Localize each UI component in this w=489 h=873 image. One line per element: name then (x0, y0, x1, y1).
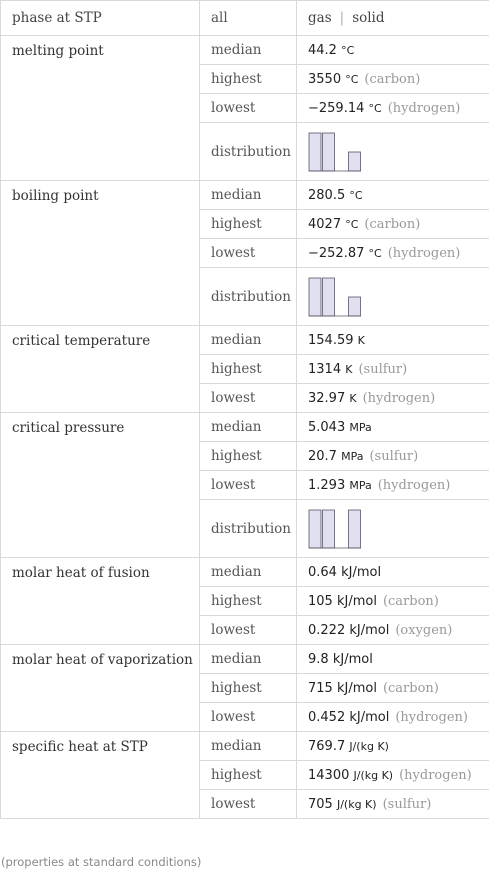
melting-point-label: melting point (1, 36, 200, 181)
histogram-bar (309, 510, 321, 548)
molar-heat-vaporization-label: molar heat of vaporization (1, 645, 200, 732)
fusion-highest-value: 105 kJ/mol (carbon) (297, 587, 489, 616)
stat-label: lowest (200, 384, 297, 413)
melting-median-row (1, 36, 489, 65)
boiling-median-row (1, 181, 489, 210)
histogram-bar (349, 510, 361, 548)
histogram-bar (349, 152, 361, 171)
melting-lowest-value: −259.14 °C (hydrogen) (297, 94, 489, 123)
stat-label: median (200, 645, 297, 674)
critical-temperature-label: critical temperature (1, 326, 200, 413)
stat-label: highest (200, 210, 297, 239)
phase-separator: | (339, 10, 345, 26)
stat-label: distribution (200, 268, 297, 326)
crit-temp-median-row (1, 326, 489, 355)
stat-label: median (200, 326, 297, 355)
stat-label: highest (200, 65, 297, 94)
crit-temp-lowest-value: 32.97 K (hydrogen) (297, 384, 489, 413)
critical-pressure-label: critical pressure (1, 413, 200, 558)
histogram-bar (323, 278, 335, 316)
specific-lowest-value: 705 J/(kg K) (sulfur) (297, 790, 489, 819)
stat-label: median (200, 36, 297, 65)
melting-distribution (297, 123, 489, 181)
boiling-median-value: 280.5 °C (297, 181, 489, 210)
stat-label: lowest (200, 790, 297, 819)
crit-press-median-row (1, 413, 489, 442)
boiling-highest-value: 4027 °C (carbon) (297, 210, 489, 239)
specific-median-value: 769.7 J/(kg K) (297, 732, 489, 761)
stat-label: median (200, 732, 297, 761)
crit-temp-highest-value: 1314 K (sulfur) (297, 355, 489, 384)
stat-label: distribution (200, 500, 297, 558)
specific-heat-label: specific heat at STP (1, 732, 200, 819)
stat-label: highest (200, 442, 297, 471)
melting-histogram (308, 131, 378, 173)
specific-median-row (1, 732, 489, 761)
boiling-histogram (308, 276, 378, 318)
stat-label: median (200, 413, 297, 442)
stat-label: median (200, 181, 297, 210)
melting-median-value: 44.2 °C (297, 36, 489, 65)
header-label: phase at STP (1, 1, 200, 36)
crit-temp-median-value: 154.59 K (297, 326, 489, 355)
stat-label: lowest (200, 703, 297, 732)
vapor-highest-value: 715 kJ/mol (carbon) (297, 674, 489, 703)
header-phases (297, 1, 489, 36)
phase-gas: gas (308, 10, 332, 26)
stat-label: lowest (200, 239, 297, 268)
stat-label: highest (200, 587, 297, 616)
phase-solid: solid (352, 10, 385, 26)
header-row (1, 1, 489, 36)
histogram-bar (309, 133, 321, 171)
vapor-median-value: 9.8 kJ/mol (297, 645, 489, 674)
boiling-lowest-value: −252.87 °C (hydrogen) (297, 239, 489, 268)
vapor-lowest-value: 0.452 kJ/mol (hydrogen) (297, 703, 489, 732)
crit-press-distribution (297, 500, 489, 558)
header-filter: all (200, 1, 297, 36)
fusion-median-row (1, 558, 489, 587)
boiling-point-label: boiling point (1, 181, 200, 326)
histogram-bar (309, 278, 321, 316)
histogram-bar (349, 297, 361, 316)
stat-label: highest (200, 355, 297, 384)
stat-label: lowest (200, 94, 297, 123)
boiling-distribution (297, 268, 489, 326)
stat-label: median (200, 558, 297, 587)
crit-press-median-value: 5.043 MPa (297, 413, 489, 442)
footer-note: (properties at standard conditions) (1, 855, 202, 869)
crit-press-lowest-value: 1.293 MPa (hydrogen) (297, 471, 489, 500)
crit-press-histogram (308, 508, 378, 550)
melting-highest-value: 3550 °C (carbon) (297, 65, 489, 94)
molar-heat-fusion-label: molar heat of fusion (1, 558, 200, 645)
specific-highest-value: 14300 J/(kg K) (hydrogen) (297, 761, 489, 790)
fusion-lowest-value: 0.222 kJ/mol (oxygen) (297, 616, 489, 645)
stat-label: lowest (200, 616, 297, 645)
crit-press-highest-value: 20.7 MPa (sulfur) (297, 442, 489, 471)
histogram-bar (323, 133, 335, 171)
stat-label: highest (200, 674, 297, 703)
stat-label: highest (200, 761, 297, 790)
histogram-bar (323, 510, 335, 548)
vapor-median-row (1, 645, 489, 674)
stat-label: lowest (200, 471, 297, 500)
fusion-median-value: 0.64 kJ/mol (297, 558, 489, 587)
stat-label: distribution (200, 123, 297, 181)
